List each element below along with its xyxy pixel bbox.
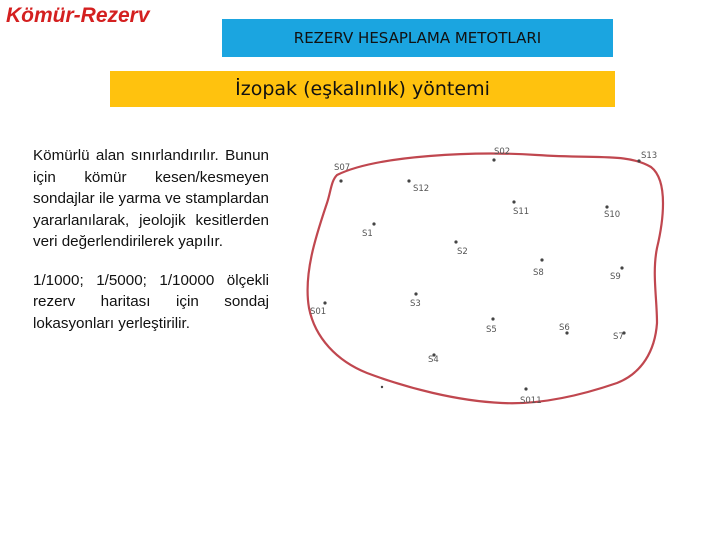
- label-s2: S2: [457, 247, 468, 257]
- borehole-point: [381, 386, 383, 388]
- label-so1: S01: [310, 307, 327, 317]
- slide-title-bar: [222, 19, 613, 57]
- borehole-point: [491, 317, 494, 320]
- label-s13: S13: [641, 151, 658, 161]
- slide-title: REZERV HESAPLAMA METOTLARI: [293, 29, 542, 47]
- borehole-point: [323, 301, 326, 304]
- label-s6: S6: [559, 323, 570, 333]
- borehole-point: [414, 292, 417, 295]
- paragraph-2: 1/1000; 1/5000; 1/10000 ölçekli rezerv haritası için sondaj lokasyonları yerleştirilir.: [33, 271, 269, 332]
- borehole-point: [524, 387, 527, 390]
- label-so2: S02: [494, 147, 511, 157]
- label-s9: S9: [610, 272, 621, 282]
- borehole-point: [407, 179, 410, 182]
- borehole-point: [492, 158, 495, 161]
- label-s8: S8: [533, 268, 544, 278]
- borehole-point: [512, 200, 515, 203]
- paragraph-1: Kömürlü alan sınırlandırılır. Bunun için kömür kesen/kesmeyen sondajlar ile yarma ve stamplardan yararlanılarak, jeolojik kesitlerden veri değerlendirilerek yapılır.: [33, 147, 269, 250]
- body-text: [33, 145, 269, 351]
- label-s1: S1: [362, 229, 373, 239]
- borehole-point: [605, 205, 608, 208]
- borehole-map-svg: [297, 133, 680, 418]
- map-background: [297, 133, 680, 418]
- label-s4: S4: [428, 355, 439, 365]
- label-s10: S10: [604, 210, 621, 220]
- label-s11: S11: [513, 207, 530, 217]
- label-s12: S12: [413, 184, 430, 194]
- brand-title: Kömür-Rezerv: [6, 4, 150, 27]
- borehole-point: [454, 240, 457, 243]
- label-so11: S011: [520, 396, 542, 406]
- borehole-map: [297, 133, 680, 418]
- label-s5: S5: [486, 325, 497, 335]
- borehole-point: [372, 222, 375, 225]
- label-s7: S7: [613, 332, 624, 342]
- slide-subtitle: İzopak (eşkalınlık) yöntemi: [235, 78, 490, 100]
- slide-subtitle-bar: [110, 71, 615, 107]
- borehole-point: [339, 179, 342, 182]
- label-so7: S07: [334, 163, 351, 173]
- borehole-point: [540, 258, 543, 261]
- label-s3: S3: [410, 299, 421, 309]
- borehole-point: [620, 266, 623, 269]
